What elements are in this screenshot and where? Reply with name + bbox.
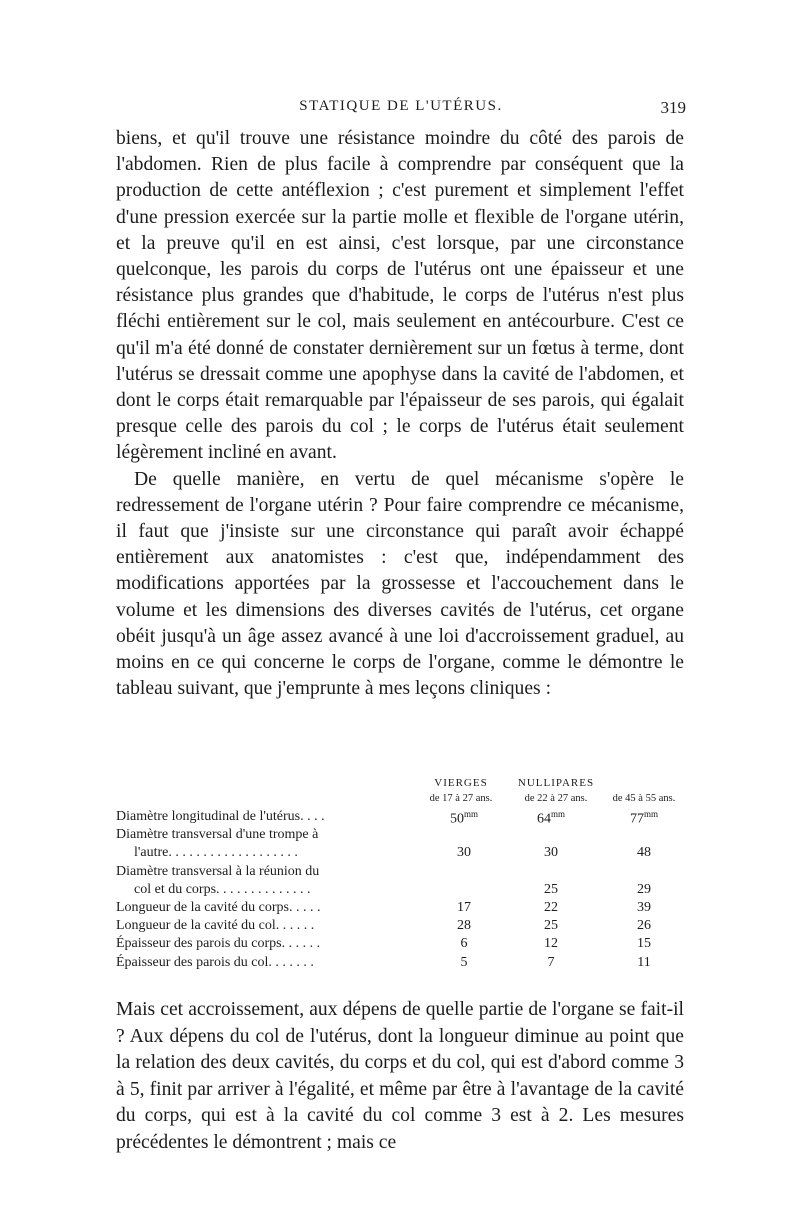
paragraph-2: De quelle manière, en vertu de quel mécanisme s'opère le redressement de l'organe utérin ? Pour faire comprendre ce mécanisme, il faut que j'insiste sur une circonstance qui paraît avoir échappé entièrement aux anatomistes : c'est que, indépendamment des modifications apportées par la grossesse et l'accouchement dans le volume et les dimensions des diverses cavités de l'utérus, cet organe obéit jusqu'à un âge assez avancé à une loi d'accroissement graduel, au moins en ce qui concerne le corps de l'organe, comme le démontre le tableau suivant, que j'emprunte à mes leçons cliniques : [116,468,684,700]
body-text [116,126,684,702]
column-subtitle-3: de 45 à 55 ans. [612,793,676,804]
table-row [116,955,692,973]
column-subtitle-1: de 17 à 27 ans. [429,793,493,804]
row-label: Longueur de la cavité du col. . . . . . [116,918,315,934]
table-row [116,845,692,863]
table-body [116,809,692,973]
row-value: 48 [637,845,651,861]
row-label: Diamètre transversal d'une trompe à [116,827,319,843]
row-value: 5 [460,954,468,970]
row-label: col et du corps. . . . . . . . . . . . . . [134,881,311,897]
row-value: 30 [544,845,558,861]
row-value: $77^{mm}$ [629,809,658,827]
table-subheader [116,793,692,809]
column-title-nullipares: NULLIPARES [517,777,595,789]
row-value: 6 [460,936,468,952]
row-label: Épaisseur des parois du corps. . . . . . [116,936,321,952]
row-value: 30 [457,845,471,861]
column-title-vierges: VIERGES [434,777,488,789]
table-header [116,777,692,793]
table-row [116,809,692,827]
running-title: STATIQUE DE L'UTÉRUS. [299,98,503,114]
row-value: $64^{mm}$ [536,809,565,827]
table-row [116,936,692,954]
row-value: 39 [637,899,651,915]
paragraph-1: biens, et qu'il trouve une résistance moindre du côté des parois de l'abdomen. Rien de plus facile à comprendre par conséquent que la production de cette antéflexion ; c'est purement et simplement l'effet d'une pression exercée sur la partie molle et flexible de l'organe utérin, et la preuve qu'il en est ainsi, c'est lorsque, par une circonstance quelconque, les parois du corps de l'utérus ont une épaisseur et une résistance plus grandes que d'habitude, le corps de l'utérus n'est plus fléchi entièrement sur le col, mais seulement en antécourbure. C'est ce qu'il m'a été donné de constater dernièrement sur un fœtus à terme, dont l'utérus se dressait comme une apophyse dans la cavité de l'abdomen, et dont le corps était remarquable par l'épaisseur de ses parois, qui égalait presque celle des parois du col ; le corps de l'utérus était seulement légèrement incliné en avant. [116,128,684,464]
row-value: 22 [544,899,558,915]
row-value: 12 [544,936,558,952]
row-value: 28 [457,918,471,934]
row-label: Longueur de la cavité du corps. . . . . [116,899,321,915]
row-label: Diamètre longitudinal de l'utérus. . . . [116,809,325,824]
row-value: 11 [637,954,651,970]
row-value: 25 [544,881,558,897]
row-label: Diamètre transversal à la réunion du [116,863,320,879]
body-text-continued [116,997,684,1156]
page-number: 319 [660,98,686,117]
table-row [116,864,692,882]
table-row [116,827,692,845]
column-subtitle-2: de 22 à 27 ans. [524,793,588,804]
row-label: Épaisseur des parois du col. . . . . . . [116,954,314,970]
row-value: 25 [544,918,558,934]
row-value: 7 [547,954,555,970]
row-value: 29 [637,881,651,897]
row-value: 26 [637,918,651,934]
measurement-table [116,777,692,973]
row-value: $50^{mm}$ [449,809,478,827]
table-row [116,900,692,918]
table-row [116,882,692,900]
row-label: l'autre. . . . . . . . . . . . . . . . . . . [134,845,298,861]
table-row [116,918,692,936]
running-head [116,98,686,124]
paragraph-3: Mais cet accroissement, aux dépens de quelle partie de l'organe se fait-il ? Aux dépens du col de l'utérus, dont la longueur diminue au point que la relation des deux cavités, du corps et du col, qui est d'abord comme 3 à 5, finit par arriver à l'égalité, et même par être à l'avantage de la cavité du corps, qui est à la cavité du col comme 3 est à 2. Les mesures précédentes le démontrent ; mais ce [116,999,684,1153]
row-value: 15 [637,936,651,952]
row-value: 17 [457,899,471,915]
